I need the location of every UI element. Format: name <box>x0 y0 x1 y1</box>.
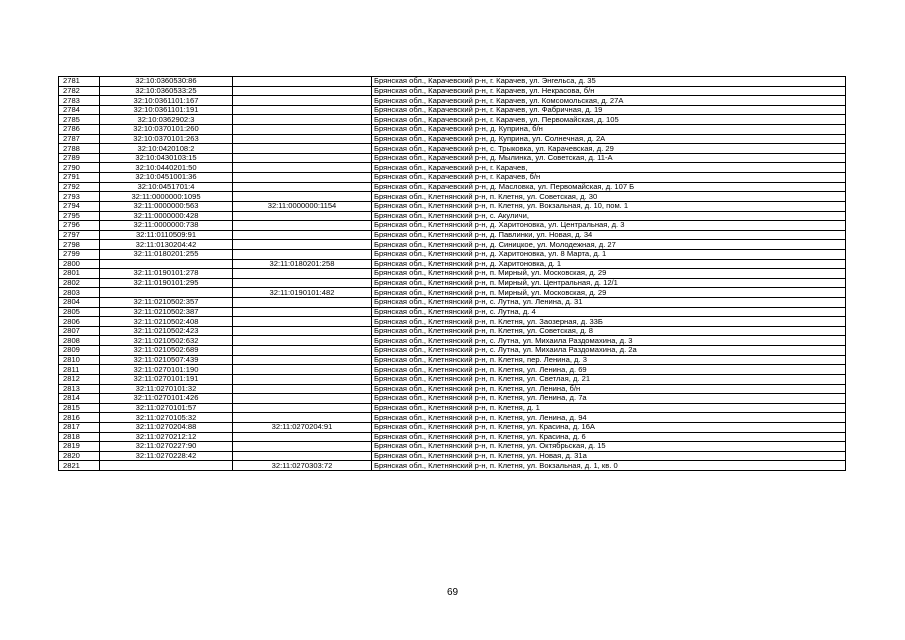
address-cell: Брянская обл., Клетнянский р-н, п. Клетня, ул. Светлая, д. 21 <box>372 374 846 384</box>
address-cell: Брянская обл., Клетнянский р-н, п. Мирный, ул. Московская, д. 29 <box>372 288 846 298</box>
table-row <box>59 221 846 231</box>
related-cadastral-number-cell <box>233 77 372 87</box>
address-cell: Брянская обл., Клетнянский р-н, п. Клетня, ул. Советская, д. 30 <box>372 192 846 202</box>
related-cadastral-number-cell <box>233 115 372 125</box>
row-number-cell: 2813 <box>59 384 100 394</box>
address-cell: Брянская обл., Клетнянский р-н, с. Лутна, ул. Михаила Раздомахина, д. 3 <box>372 336 846 346</box>
cadastral-number-cell: 32:11:0130204:42 <box>100 240 233 250</box>
cadastral-number-cell: 32:11:0210502:423 <box>100 326 233 336</box>
row-number-cell: 2799 <box>59 249 100 259</box>
cadastral-number-cell: 32:11:0180201:255 <box>100 249 233 259</box>
related-cadastral-number-cell <box>233 451 372 461</box>
row-number-cell: 2817 <box>59 422 100 432</box>
address-cell: Брянская обл., Карачевский р-н, с. Трыковка, ул. Карачевская, д. 29 <box>372 144 846 154</box>
row-number-cell: 2800 <box>59 259 100 269</box>
row-number-cell: 2808 <box>59 336 100 346</box>
cadastral-number-cell <box>100 461 233 471</box>
row-number-cell: 2787 <box>59 134 100 144</box>
table-row <box>59 77 846 87</box>
address-cell: Брянская обл., Клетнянский р-н, п. Клетня, ул. Ленина, д. 7а <box>372 394 846 404</box>
address-cell: Брянская обл., Клетнянский р-н, п. Мирный, ул. Московская, д. 29 <box>372 269 846 279</box>
cadastral-number-cell: 32:11:0270101:32 <box>100 384 233 394</box>
cadastral-number-cell: 32:10:0370101:263 <box>100 134 233 144</box>
address-cell: Брянская обл., Карачевский р-н, г. Карачев, ул. Первомайская, д. 105 <box>372 115 846 125</box>
row-number-cell: 2795 <box>59 211 100 221</box>
row-number-cell: 2783 <box>59 96 100 106</box>
row-number-cell: 2782 <box>59 86 100 96</box>
cadastral-number-cell: 32:11:0210507:439 <box>100 355 233 365</box>
address-cell: Брянская обл., Клетнянский р-н, п. Клетня, ул. Ленина, д. 69 <box>372 365 846 375</box>
row-number-cell: 2811 <box>59 365 100 375</box>
table-row <box>59 326 846 336</box>
address-cell: Брянская обл., Клетнянский р-н, п. Клетня, ул. Красина, д. 6 <box>372 432 846 442</box>
table-row <box>59 384 846 394</box>
table-row <box>59 182 846 192</box>
related-cadastral-number-cell <box>233 269 372 279</box>
table-body <box>59 77 846 471</box>
address-cell: Брянская обл., Клетнянский р-н, п. Клетня, ул. Ленина, д. 94 <box>372 413 846 423</box>
cadastral-number-cell: 32:10:0420108:2 <box>100 144 233 154</box>
related-cadastral-number-cell <box>233 163 372 173</box>
address-cell: Брянская обл., Клетнянский р-н, п. Клетня, ул. Октябрьская, д. 15 <box>372 442 846 452</box>
cadastral-number-cell: 32:11:0000000:1095 <box>100 192 233 202</box>
row-number-cell: 2798 <box>59 240 100 250</box>
cadastral-number-cell: 32:11:0270101:190 <box>100 365 233 375</box>
address-cell: Брянская обл., Клетнянский р-н, д. Синицкое, ул. Молодежная, д. 27 <box>372 240 846 250</box>
row-number-cell: 2792 <box>59 182 100 192</box>
cadastral-number-cell: 32:11:0270212:12 <box>100 432 233 442</box>
property-register-table <box>58 76 846 471</box>
related-cadastral-number-cell <box>233 96 372 106</box>
table-row <box>59 144 846 154</box>
address-cell: Брянская обл., Клетнянский р-н, д. Павлинки, ул. Новая, д. 34 <box>372 230 846 240</box>
related-cadastral-number-cell <box>233 278 372 288</box>
related-cadastral-number-cell <box>233 307 372 317</box>
cadastral-number-cell: 32:11:0210502:387 <box>100 307 233 317</box>
table-row <box>59 173 846 183</box>
row-number-cell: 2801 <box>59 269 100 279</box>
table-row <box>59 115 846 125</box>
related-cadastral-number-cell <box>233 125 372 135</box>
row-number-cell: 2807 <box>59 326 100 336</box>
address-cell: Брянская обл., Клетнянский р-н, с. Лутна, ул. Михаила Раздомахина, д. 2а <box>372 346 846 356</box>
related-cadastral-number-cell <box>233 105 372 115</box>
address-cell: Брянская обл., Клетнянский р-н, п. Клетня, ул. Ленина, б/н <box>372 384 846 394</box>
cadastral-number-cell: 32:11:0000000:738 <box>100 221 233 231</box>
cadastral-number-cell: 32:10:0451701:4 <box>100 182 233 192</box>
table-row <box>59 317 846 327</box>
related-cadastral-number-cell <box>233 153 372 163</box>
table-row <box>59 278 846 288</box>
related-cadastral-number-cell <box>233 394 372 404</box>
table-row <box>59 365 846 375</box>
related-cadastral-number-cell: 32:11:0270303:72 <box>233 461 372 471</box>
related-cadastral-number-cell <box>233 211 372 221</box>
cadastral-number-cell: 32:11:0210502:408 <box>100 317 233 327</box>
address-cell: Брянская обл., Клетнянский р-н, с. Лутна, д. 4 <box>372 307 846 317</box>
cadastral-number-cell: 32:11:0000000:428 <box>100 211 233 221</box>
related-cadastral-number-cell: 32:11:0190101:482 <box>233 288 372 298</box>
cadastral-number-cell: 32:10:0362902:3 <box>100 115 233 125</box>
cadastral-number-cell: 32:11:0000000:563 <box>100 201 233 211</box>
table-row <box>59 105 846 115</box>
related-cadastral-number-cell <box>233 317 372 327</box>
table-row <box>59 451 846 461</box>
address-cell: Брянская обл., Клетнянский р-н, с. Лутна, ул. Ленина, д. 31 <box>372 298 846 308</box>
related-cadastral-number-cell <box>233 173 372 183</box>
table-row <box>59 96 846 106</box>
cadastral-number-cell: 32:11:0270227:90 <box>100 442 233 452</box>
address-cell: Брянская обл., Клетнянский р-н, д. Харитоновка, ул. 8 Марта, д. 1 <box>372 249 846 259</box>
related-cadastral-number-cell <box>233 442 372 452</box>
table-row <box>59 86 846 96</box>
cadastral-number-cell: 32:11:0270101:426 <box>100 394 233 404</box>
address-cell: Брянская обл., Клетнянский р-н, с. Акуличи, <box>372 211 846 221</box>
related-cadastral-number-cell <box>233 384 372 394</box>
related-cadastral-number-cell <box>233 221 372 231</box>
row-number-cell: 2791 <box>59 173 100 183</box>
address-cell: Брянская обл., Карачевский р-н, д. Куприна, ул. Солнечная, д. 2А <box>372 134 846 144</box>
related-cadastral-number-cell <box>233 346 372 356</box>
cadastral-number-cell: 32:10:0361101:191 <box>100 105 233 115</box>
table-row <box>59 211 846 221</box>
row-number-cell: 2820 <box>59 451 100 461</box>
address-cell: Брянская обл., Клетнянский р-н, п. Мирный, ул. Центральная, д. 12/1 <box>372 278 846 288</box>
table-row <box>59 422 846 432</box>
cadastral-number-cell: 32:11:0190101:295 <box>100 278 233 288</box>
address-cell: Брянская обл., Карачевский р-н, г. Карачев, ул. Фабричная, д. 19 <box>372 105 846 115</box>
related-cadastral-number-cell <box>233 240 372 250</box>
table-row <box>59 240 846 250</box>
related-cadastral-number-cell <box>233 298 372 308</box>
address-cell: Брянская обл., Клетнянский р-н, п. Клетня, ул. Вокзальная, д. 1, кв. 0 <box>372 461 846 471</box>
related-cadastral-number-cell <box>233 355 372 365</box>
table-row <box>59 403 846 413</box>
related-cadastral-number-cell <box>233 230 372 240</box>
related-cadastral-number-cell: 32:11:0000000:1154 <box>233 201 372 211</box>
address-cell: Брянская обл., Клетнянский р-н, п. Клетня, ул. Новая, д. 31а <box>372 451 846 461</box>
related-cadastral-number-cell <box>233 365 372 375</box>
table-row <box>59 374 846 384</box>
cadastral-number-cell: 32:11:0210502:357 <box>100 298 233 308</box>
cadastral-number-cell: 32:11:0270105:32 <box>100 413 233 423</box>
row-number-cell: 2815 <box>59 403 100 413</box>
row-number-cell: 2802 <box>59 278 100 288</box>
row-number-cell: 2788 <box>59 144 100 154</box>
row-number-cell: 2819 <box>59 442 100 452</box>
cadastral-number-cell <box>100 288 233 298</box>
related-cadastral-number-cell <box>233 144 372 154</box>
address-cell: Брянская обл., Карачевский р-н, г. Карачев, ул. Комсомольская, д. 27А <box>372 96 846 106</box>
related-cadastral-number-cell <box>233 432 372 442</box>
table-row <box>59 125 846 135</box>
related-cadastral-number-cell <box>233 336 372 346</box>
address-cell: Брянская обл., Клетнянский р-н, п. Клетня, пер. Ленина, д. 3 <box>372 355 846 365</box>
cadastral-number-cell: 32:11:0190101:278 <box>100 269 233 279</box>
table-row <box>59 298 846 308</box>
address-cell: Брянская обл., Клетнянский р-н, п. Клетня, ул. Красина, д. 16А <box>372 422 846 432</box>
cadastral-number-cell: 32:11:0210502:689 <box>100 346 233 356</box>
cadastral-number-cell: 32:10:0440201:50 <box>100 163 233 173</box>
cadastral-number-cell: 32:11:0270101:57 <box>100 403 233 413</box>
table-row <box>59 336 846 346</box>
row-number-cell: 2786 <box>59 125 100 135</box>
row-number-cell: 2784 <box>59 105 100 115</box>
related-cadastral-number-cell <box>233 192 372 202</box>
address-cell: Брянская обл., Карачевский р-н, д. Куприна, б/н <box>372 125 846 135</box>
table-row <box>59 259 846 269</box>
table-row <box>59 355 846 365</box>
table-row <box>59 230 846 240</box>
table-row <box>59 134 846 144</box>
row-number-cell: 2793 <box>59 192 100 202</box>
row-number-cell: 2814 <box>59 394 100 404</box>
related-cadastral-number-cell <box>233 182 372 192</box>
row-number-cell: 2809 <box>59 346 100 356</box>
row-number-cell: 2797 <box>59 230 100 240</box>
address-cell: Брянская обл., Карачевский р-н, г. Карачев, б/н <box>372 173 846 183</box>
cadastral-number-cell: 32:10:0451001:36 <box>100 173 233 183</box>
related-cadastral-number-cell <box>233 249 372 259</box>
cadastral-number-cell: 32:11:0270101:191 <box>100 374 233 384</box>
table-row <box>59 394 846 404</box>
table-row <box>59 192 846 202</box>
cadastral-number-cell: 32:10:0361101:167 <box>100 96 233 106</box>
cadastral-number-cell: 32:10:0360533:25 <box>100 86 233 96</box>
row-number-cell: 2796 <box>59 221 100 231</box>
row-number-cell: 2804 <box>59 298 100 308</box>
cadastral-number-cell: 32:11:0110509:91 <box>100 230 233 240</box>
related-cadastral-number-cell <box>233 413 372 423</box>
cadastral-number-cell: 32:11:0210502:632 <box>100 336 233 346</box>
related-cadastral-number-cell <box>233 374 372 384</box>
address-cell: Брянская обл., Карачевский р-н, д. Мылинка, ул. Советская, д. 11-А <box>372 153 846 163</box>
row-number-cell: 2806 <box>59 317 100 327</box>
row-number-cell: 2794 <box>59 201 100 211</box>
cadastral-number-cell: 32:11:0270228:42 <box>100 451 233 461</box>
row-number-cell: 2818 <box>59 432 100 442</box>
row-number-cell: 2805 <box>59 307 100 317</box>
table-row <box>59 269 846 279</box>
table-row <box>59 163 846 173</box>
cadastral-number-cell <box>100 259 233 269</box>
address-cell: Брянская обл., Клетнянский р-н, п. Клетня, д. 1 <box>372 403 846 413</box>
row-number-cell: 2810 <box>59 355 100 365</box>
address-cell: Брянская обл., Клетнянский р-н, п. Клетня, ул. Советская, д. 8 <box>372 326 846 336</box>
address-cell: Брянская обл., Карачевский р-н, г. Карачев, ул. Некрасова, б/н <box>372 86 846 96</box>
page-number: 69 <box>446 587 459 598</box>
cadastral-number-cell: 32:10:0430103:15 <box>100 153 233 163</box>
row-number-cell: 2816 <box>59 413 100 423</box>
table-row <box>59 442 846 452</box>
table-row <box>59 153 846 163</box>
cadastral-number-cell: 32:10:0370101:260 <box>100 125 233 135</box>
table-row <box>59 249 846 259</box>
table-row <box>59 346 846 356</box>
row-number-cell: 2812 <box>59 374 100 384</box>
table-row <box>59 461 846 471</box>
related-cadastral-number-cell: 32:11:0180201:258 <box>233 259 372 269</box>
table-row <box>59 288 846 298</box>
table-row <box>59 201 846 211</box>
row-number-cell: 2789 <box>59 153 100 163</box>
row-number-cell: 2781 <box>59 77 100 87</box>
row-number-cell: 2803 <box>59 288 100 298</box>
cadastral-number-cell: 32:11:0270204:88 <box>100 422 233 432</box>
related-cadastral-number-cell: 32:11:0270204:91 <box>233 422 372 432</box>
related-cadastral-number-cell <box>233 134 372 144</box>
row-number-cell: 2821 <box>59 461 100 471</box>
address-cell: Брянская обл., Карачевский р-н, д. Масловка, ул. Первомайская, д. 107 Б <box>372 182 846 192</box>
related-cadastral-number-cell <box>233 403 372 413</box>
cadastral-number-cell: 32:10:0360530:86 <box>100 77 233 87</box>
related-cadastral-number-cell <box>233 86 372 96</box>
address-cell: Брянская обл., Карачевский р-н, г. Карачев, ул. Энгельса, д. 35 <box>372 77 846 87</box>
table-row <box>59 307 846 317</box>
table-row <box>59 413 846 423</box>
address-cell: Брянская обл., Карачевский р-н, г. Карачев, <box>372 163 846 173</box>
address-cell: Брянская обл., Клетнянский р-н, п. Клетня, ул. Заозерная, д. 33Б <box>372 317 846 327</box>
address-cell: Брянская обл., Клетнянский р-н, д. Харитоновка, ул. Центральная, д. 3 <box>372 221 846 231</box>
row-number-cell: 2785 <box>59 115 100 125</box>
address-cell: Брянская обл., Клетнянский р-н, д. Харитоновка, д. 1 <box>372 259 846 269</box>
row-number-cell: 2790 <box>59 163 100 173</box>
related-cadastral-number-cell <box>233 326 372 336</box>
table-row <box>59 432 846 442</box>
address-cell: Брянская обл., Клетнянский р-н, п. Клетня, ул. Вокзальная, д. 10, пом. 1 <box>372 201 846 211</box>
